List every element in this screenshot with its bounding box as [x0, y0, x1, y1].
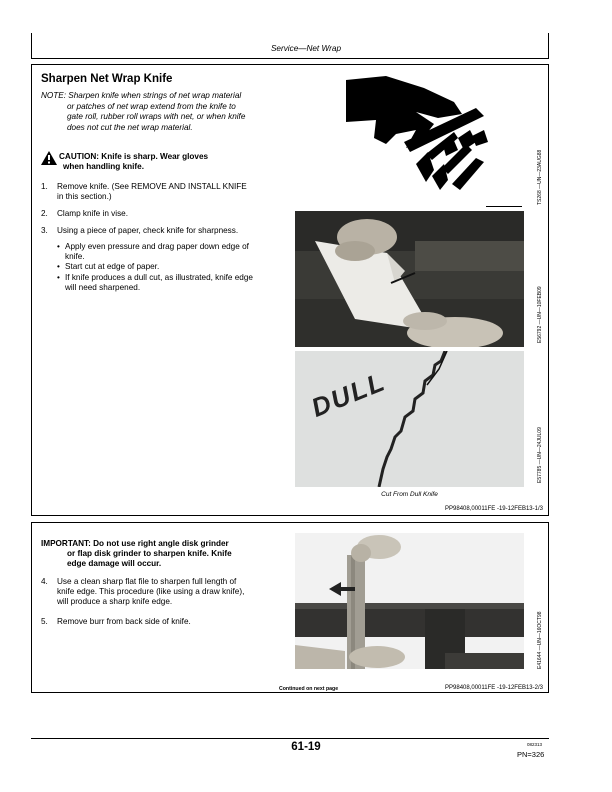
step-2 [41, 209, 291, 219]
step-number: 5. [41, 617, 48, 626]
important-line: or flap disk grinder to sharpen knife. Knife [67, 549, 232, 559]
continued-notice: Continued on next page [279, 686, 339, 692]
dull-label: DULL [307, 366, 390, 423]
bullet-line: Start cut at edge of paper. [65, 262, 160, 272]
section-sharpen-knife [31, 64, 549, 516]
bullet-line: Apply even pressure and drag paper down edge of [65, 242, 249, 251]
running-header: Service—Net Wrap [270, 44, 342, 53]
reference-code: PP98408,00011FE -19-12FEB13-2/3 [445, 685, 543, 691]
step-line: Clamp knife in vise. [57, 209, 128, 218]
page-number: 61-19 [291, 741, 321, 753]
bullet-line: If knife produces a dull cut, as illustrated, knife edge [65, 272, 253, 282]
image-code: E56792 —UN—10FEB09 [537, 286, 543, 343]
image-code: E57785 —UN—24JUL09 [537, 427, 543, 483]
step-line: knife edge. This procedure (like using a draw knife), [57, 587, 245, 597]
note-line: gate roll, rubber roll wraps with net, or when knife [67, 112, 246, 121]
bullet-icon: • [57, 272, 60, 282]
bullet-line: will need sharpened. [65, 282, 141, 292]
file-sharpening-photo [295, 533, 524, 669]
caution-text [59, 152, 208, 172]
image-divider [486, 206, 522, 207]
step-number: 3. [41, 226, 48, 235]
footer-code: 082313 [527, 742, 543, 747]
image-code: E41644 —UN—16OCT98 [537, 611, 543, 669]
bullet-icon: • [57, 242, 60, 251]
section-title: Sharpen Net Wrap Knife [41, 73, 173, 85]
bullet-icon: • [57, 262, 60, 272]
important-notice [41, 539, 291, 570]
header-rule [31, 58, 549, 59]
hand-cut-hazard-icon [346, 72, 516, 207]
important-line: IMPORTANT: Do not use right angle disk grinder [41, 539, 229, 548]
footer-rule [31, 738, 549, 739]
step-1 [41, 182, 291, 202]
note-line: NOTE: Sharpen knife when strings of net wrap material [41, 91, 242, 100]
list-item [57, 242, 292, 262]
caution-line: when handling knife. [63, 162, 144, 172]
step-3 [41, 226, 291, 236]
step-line: in this section.) [57, 192, 112, 202]
note-block [41, 91, 291, 133]
step-line: will produce a sharp knife edge. [57, 597, 173, 607]
step-number: 1. [41, 182, 48, 191]
image-code: TS268 —UN—23AUG88 [537, 149, 543, 205]
step-number: 4. [41, 577, 48, 586]
list-item [57, 262, 292, 272]
note-line: does not cut the net wrap material. [67, 122, 193, 132]
bullet-line: knife. [65, 252, 85, 262]
step-line: Using a piece of paper, check knife for sharpness. [57, 226, 239, 235]
pn-label: PN=326 [517, 750, 545, 759]
step-5 [41, 617, 291, 627]
image-caption: Cut From Dull Knife [381, 491, 438, 498]
list-item [57, 273, 292, 293]
reference-code: PP98408,00011FE -19-12FEB13-1/3 [445, 506, 543, 512]
paper-test-photo [295, 211, 524, 347]
important-line: edge damage will occur. [67, 559, 162, 569]
section-file-knife [31, 522, 549, 693]
warning-triangle-icon [41, 151, 57, 165]
step-line: Use a clean sharp flat file to sharpen full length of [57, 577, 237, 586]
step-line: Remove burr from back side of knife. [57, 617, 191, 626]
step-line: Remove knife. (See REMOVE AND INSTALL KNIFE [57, 182, 247, 191]
note-line: or patches of net wrap extend from the knife to [67, 101, 236, 111]
caution-line: CAUTION: Knife is sharp. Wear gloves [59, 152, 209, 161]
step-number: 2. [41, 209, 48, 218]
step-4 [41, 577, 291, 608]
bullet-list [57, 242, 292, 293]
